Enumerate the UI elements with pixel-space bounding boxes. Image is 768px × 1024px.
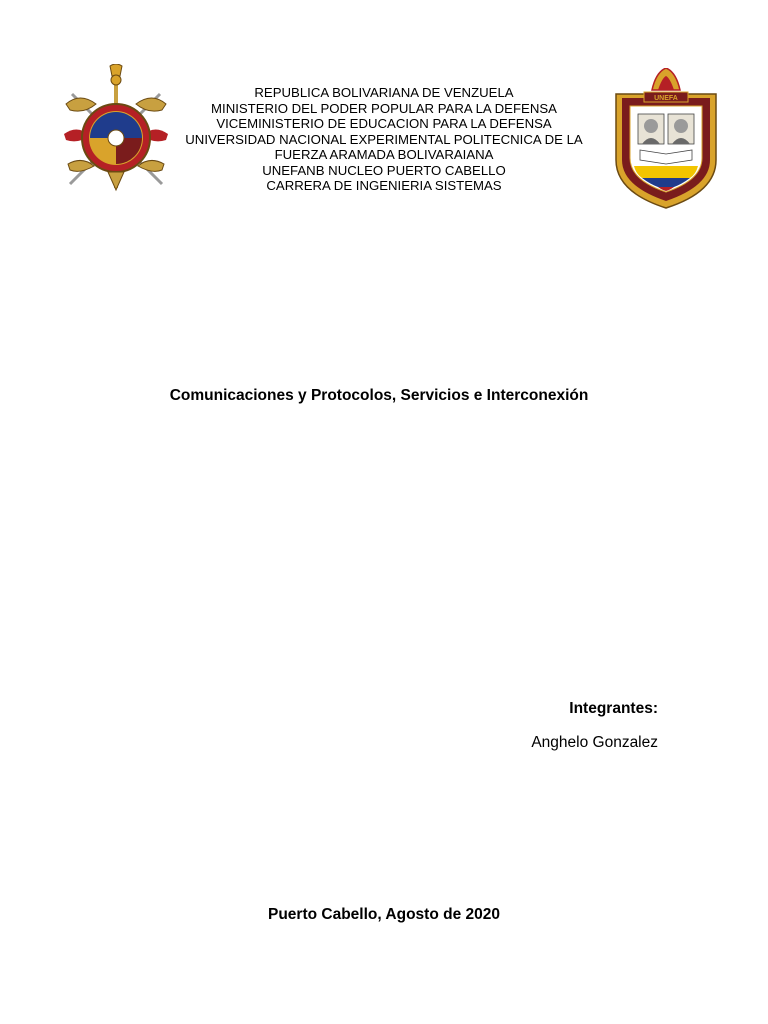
- header-line-viceministry: VICEMINISTERIO DE EDUCACION PARA LA DEFENSA: [216, 116, 552, 131]
- armed-forces-coat-of-arms-icon: [60, 64, 172, 194]
- document-title: Comunicaciones y Protocolos, Servicios e Interconexión: [169, 387, 589, 404]
- header-line-career: CARRERA DE INGENIERIA SISTEMAS: [266, 178, 502, 193]
- header-line-republic: REPUBLICA BOLIVARIANA DE VENZUELA: [254, 85, 514, 100]
- svg-text:UNEFA: UNEFA: [654, 95, 678, 102]
- header-line-university: UNIVERSIDAD NACIONAL EXPERIMENTAL POLITECNICA DE LA: [185, 131, 583, 147]
- place-date: Puerto Cabello, Agosto de 2020: [268, 906, 500, 923]
- header-line-campus: UNEFANB NUCLEO PUERTO CABELLO: [262, 162, 506, 178]
- institution-header: [172, 85, 596, 194]
- unefa-shield-icon: [612, 68, 720, 210]
- header-line-ministry: MINISTERIO DEL PODER POPULAR PARA LA DEFENSA: [211, 100, 557, 116]
- header-line-armed-force: FUERZA ARAMADA BOLIVARAIANA: [274, 147, 494, 162]
- members-heading: Integrantes:: [569, 700, 658, 717]
- member-name: Anghelo Gonzalez: [531, 734, 658, 751]
